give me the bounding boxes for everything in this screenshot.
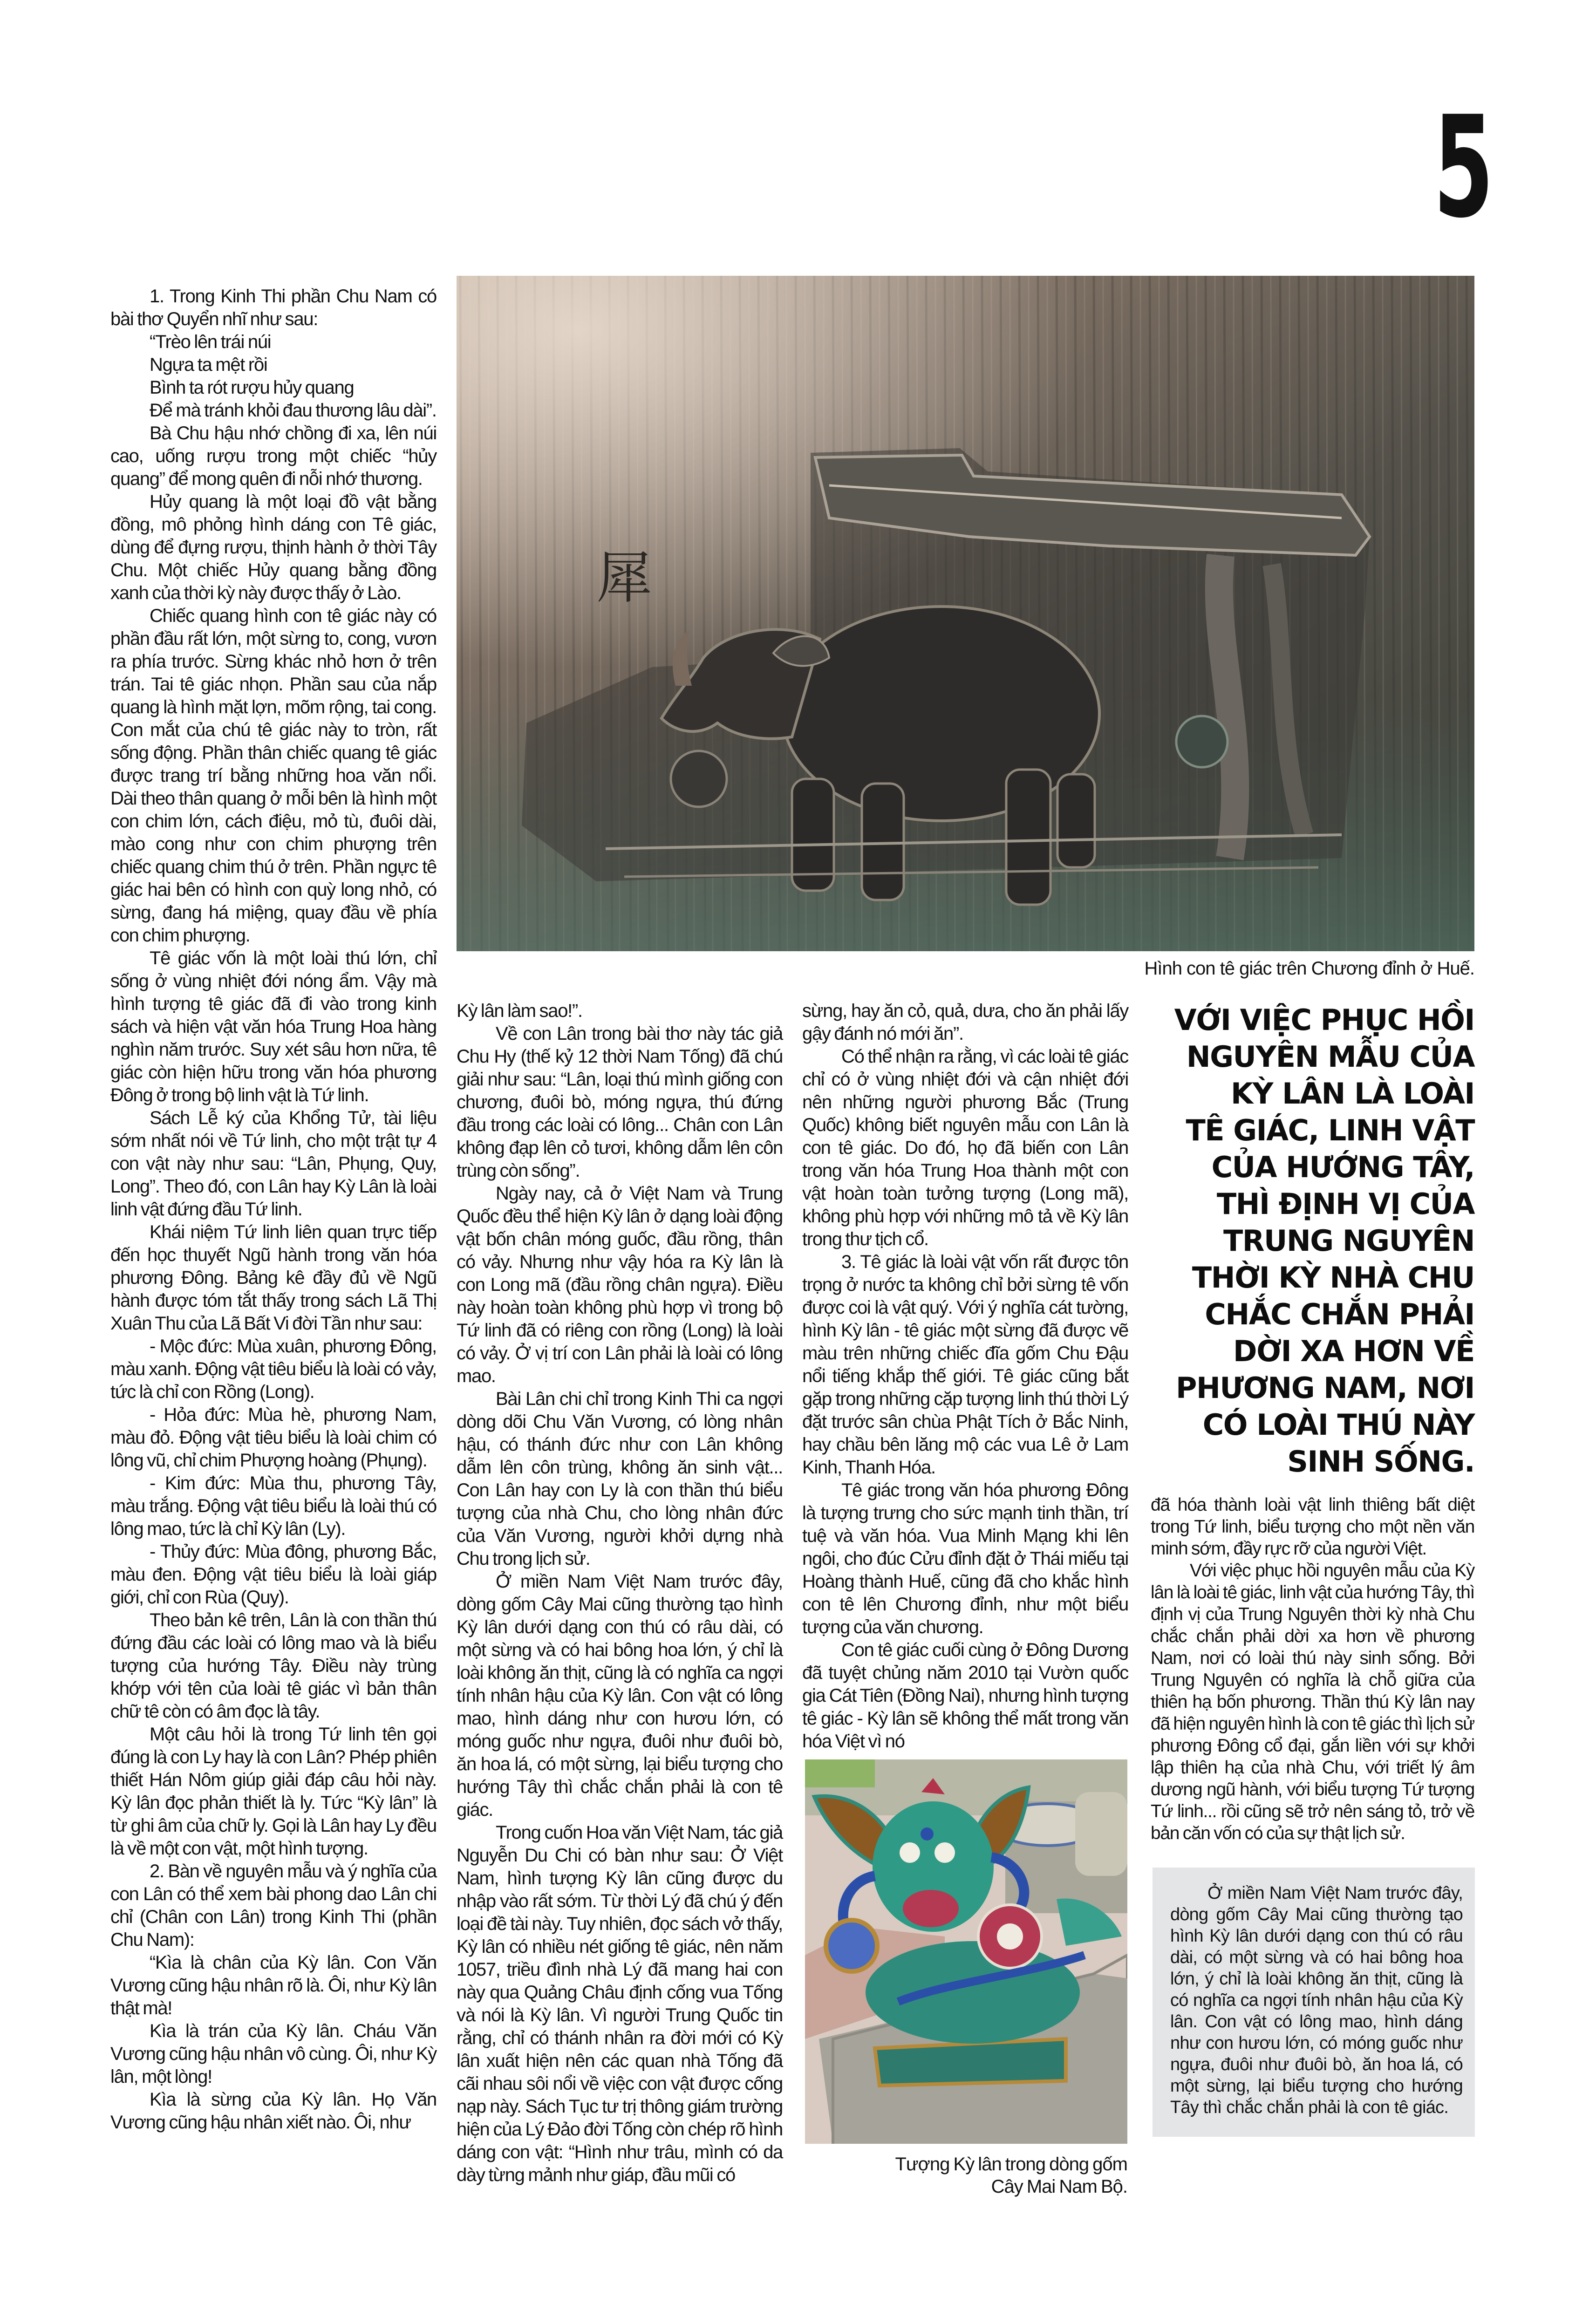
pull-quote-line: VỚI VIỆC PHỤC HỒI xyxy=(1174,1003,1474,1037)
paragraph-group xyxy=(802,1045,1128,1753)
pull-quote-line: TÊ GIÁC, LINH VẬT xyxy=(1186,1113,1474,1147)
pull-quote-line: SINH SỐNG. xyxy=(1287,1445,1474,1479)
paragraph: Con tê giác cuối cùng ở Đông Dương đã tuyệt chủng năm 2010 tại Vườn quốc gia Cát Tiên (Đồng Nai), nhưng hình tượng tê giác - Kỳ lân sẽ không thể mất trong văn hóa Việt vì nó xyxy=(802,1640,1128,1752)
pull-quote-line: CỦA HƯỚNG TÂY, xyxy=(1211,1150,1474,1184)
paragraph-group xyxy=(1151,1560,1474,1844)
inscription-character: 犀 xyxy=(596,546,652,611)
paragraph-continued: đã hóa thành loài vật linh thiêng bất diệt trong Tứ linh, biểu tượng cho một nền văn minh sớm, đầy rực rỡ của người Việt. xyxy=(1151,1495,1474,1559)
poem xyxy=(110,331,437,422)
pull-quote-line: TRUNG NGUYÊN xyxy=(1223,1224,1474,1258)
photo-caption: Hình con tê giác trên Chương đỉnh ở Huế. xyxy=(1144,958,1474,979)
page-number: 5 xyxy=(1433,86,1494,249)
paragraph: Chiếc quang hình con tê giác này có phần đầu rất lớn, một sừng to, cong, vươn ra phía trước. Sừng khác nhỏ hơn ở trên trán. Tai tê giác nhọn. Phần sau của nắp quang là hình mặt lợn, mõm rộng, tai cong. Con mắt của chú tê giác này to tròn, rất sống động. Phần thân chiếc quang tê giác được trang trí bằng những hoa văn nổi. Dài theo thân quang ở mỗi bên là hình một con chim lớn, cách điệu, mỏ tù, đuôi dài, mào cong như con chim phượng trên chiếc quang chim thú ở trên. Phần ngực tê giác hai bên có hình con quỳ long nhỏ, có sừng, đang há miệng, quay đầu về phía con chim phượng. xyxy=(110,606,437,946)
photo-rhinoceros-relief xyxy=(457,276,1474,951)
paragraph-group xyxy=(457,1023,783,2187)
column-4-stack xyxy=(1137,1002,1474,2137)
paragraph: Sách Lễ ký của Khổng Tử, tài liệu sớm nhất nói về Tứ linh, cho một trật tự 4 con vật này như sau: “Lân, Phụng, Quy, Long”. Theo đó, con Lân hay Kỳ Lân là loài linh vật đứng đầu Tứ linh. xyxy=(110,1108,437,1220)
article-column-1 xyxy=(110,285,437,2134)
paragraph: 2. Bàn về nguyên mẫu và ý nghĩa của con Lân có thể xem bài phong dao Lân chi chỉ (Chân con Lân) trong Kinh Thi (phần Chu Nam): xyxy=(110,1861,437,1950)
paragraph: - Mộc đức: Mùa xuân, phương Đông, màu xanh. Động vật tiêu biểu là loài có vảy, tức là chỉ con Rồng (Long). xyxy=(110,1336,437,1402)
poem-line: “Trèo lên trái núi xyxy=(150,332,271,352)
article-column-4 xyxy=(1151,1494,1474,1844)
poem-line: Ngựa ta mệt rồi xyxy=(150,354,267,375)
paragraph: - Kim đức: Mùa thu, phương Tây, màu trắng. Động vật tiêu biểu là loài thú có lông mao, tức là chỉ Kỳ lân (Ly). xyxy=(110,1473,437,1539)
paragraph: Bài Lân chi chỉ trong Kinh Thi ca ngợi dòng dõi Chu Văn Vương, có lòng nhân hậu, có thánh đức như con Lân không dẫm lên côn trùng, không ăn sinh vật... Con Lân hay con Ly là con thần thú biểu tượng của nhà Chu, cho lòng nhân đức của Văn Vương, người khởi dựng nhà Chu trong lịch sử. xyxy=(457,1389,783,1569)
pull-quote-line: CÓ LOÀI THÚ NÀY xyxy=(1202,1408,1474,1442)
paragraph: 1. Trong Kinh Thi phần Chu Nam có bài thơ Quyển nhĩ như sau: xyxy=(110,286,437,329)
pull-quote-line: KỲ LÂN LÀ LOÀI xyxy=(1231,1077,1474,1111)
paragraph: Theo bản kê trên, Lân là con thần thú đứng đầu các loài có lông mao và là biểu tượng của hướng Tây. Điều này trùng khớp với tên của loài tê giác vì bản thân chữ tê còn có âm đọc là tây. xyxy=(110,1610,437,1722)
article-column-3 xyxy=(802,1000,1128,2198)
poem-line: Bình ta rót rượu hủy quang xyxy=(150,377,354,398)
paragraph-group xyxy=(110,422,437,2134)
article-column-2 xyxy=(457,1000,783,2187)
paragraph: - Hỏa đức: Mùa hè, phương Nam, màu đỏ. Động vật tiêu biểu là loài chim có lông vũ, chỉ chim Phượng hoàng (Phụng). xyxy=(110,1404,437,1471)
poem-line: Để mà tránh khỏi đau thương lâu dài”. xyxy=(150,400,437,421)
paragraph: Tê giác vốn là một loài thú lớn, chỉ sống ở vùng nhiệt đới nóng ẩm. Vậy mà hình tượng tê giác đã đi vào trong kinh sách và hiện vật văn hóa Trung Hoa hàng nghìn năm trước. Suy xét sâu hơn nữa, tê giác còn hiện hữu trong văn hóa phương Đông ở trong bộ linh vật là Tứ linh. xyxy=(110,948,437,1105)
caption-line: Cây Mai Nam Bộ. xyxy=(991,2176,1127,2197)
pull-quote xyxy=(1137,1002,1474,1480)
pull-quote-line: NGUYÊN MẪU CỦA xyxy=(1186,1040,1474,1074)
paragraph: Với việc phục hồi nguyên mẫu của Kỳ lân là loài tê giác, linh vật của hướng Tây, thì định vị của Trung Nguyên thời kỳ nhà Chu chắc chắn phải dời xa hơn về phương Nam, nơi có loài thú này sinh sống. Bởi Trung Nguyên có nghĩa là chỗ giữa của thiên hạ bốn phương. Thần thú Kỳ lân nay đã hiện nguyên hình là con tê giác thì lịch sử phương Đông cổ đại, gắn liền với sự khởi lập thiên hạ của nhà Chu, với triết lý âm dương ngũ hành, với biểu tượng Tứ tượng Tứ linh... rồi cũng sẽ trở nên sáng tỏ, trở về bản căn vốn có của sự thật lịch sử. xyxy=(1151,1561,1474,1843)
paragraph: Bà Chu hậu nhớ chồng đi xa, lên núi cao, uống rượu trong một chiếc “hủy quang” để mong quên đi nỗi nhớ thương. xyxy=(110,423,437,489)
paragraph: Tê giác trong văn hóa phương Đông là tượng trưng cho sức mạnh tinh thần, trí tuệ và văn hóa. Vua Minh Mạng khi lên ngôi, cho đúc Cửu đỉnh đặt ở Thái miếu tại Hoàng thành Huế, cũng đã cho khắc hình con tê lên Chương đỉnh, như một biểu tượng của văn chương. xyxy=(802,1480,1128,1637)
paragraph: - Thủy đức: Mùa đông, phương Bắc, màu đen. Động vật tiêu biểu là loài giáp giới, chỉ con Rùa (Quy). xyxy=(110,1541,437,1608)
paragraph: Về con Lân trong bài thơ này tác giả Chu Hy (thế kỷ 12 thời Nam Tống) đã chú giải như sau: “Lân, loại thú mình giống con chương, đuôi bò, móng ngựa, thú đứng đầu trong các loài có lông... Chân con Lân không đạp lên cỏ tươi, không dẫm lên côn trùng còn sống”. xyxy=(457,1023,783,1181)
paragraph: Kìa là sừng của Kỳ lân. Họ Văn Vương cũng hậu nhân xiết nào. Ôi, như xyxy=(110,2089,437,2133)
pull-quote-line: THỜI KỲ NHÀ CHU xyxy=(1192,1261,1474,1295)
paragraph-continued: Kỳ lân làm sao!”. xyxy=(457,1001,582,1021)
caption-line: Tượng Kỳ lân trong dòng gốm xyxy=(895,2154,1127,2175)
pull-quote-line: PHƯƠNG NAM, NƠI xyxy=(1176,1371,1474,1405)
paragraph: 3. Tê giác là loài vật vốn rất được tôn trọng ở nước ta không chỉ bởi sừng tê vốn được coi là vật quý. Với ý nghĩa cát tường, hình Kỳ lân - tê giác một sừng đã được vẽ màu trên những chiếc đĩa gốm Chu Đậu nổi tiếng khắp thế giới. Tê giác cũng bắt gặp trong những cặp tượng linh thú thời Lý đặt trước sân chùa Phật Tích ở Bắc Ninh, hay chầu bên lăng mộ các vua Lê ở Lam Kinh, Thanh Hóa. xyxy=(802,1252,1128,1478)
paragraph: Một câu hỏi là trong Tứ linh tên gọi đúng là con Ly hay là con Lân? Phép phiên thiết Hán Nôm giúp giải đáp câu hỏi này. Kỳ lân đọc phản thiết là ly. Tức “Kỳ lân” là từ ghi âm của chữ ly. Gọi là Lân hay Ly đều là về một con vật, một hình tượng. xyxy=(110,1724,437,1859)
photo-caption-2 xyxy=(802,2153,1127,2198)
sidebar-text: Ở miền Nam Việt Nam trước đây, dòng gốm Cây Mai cũng thường tạo hình Kỳ lân dưới dạng con thú có râu dài, có một sừng và có hai bông hoa lớn, ý chỉ là loài không ăn thịt, cũng là có nghĩa ca ngợi tính nhân hậu của Kỳ lân. Con vật có lông mao, hình dáng như con hươu lớn, có móng guốc như ngựa, đuôi như đuôi bò, ăn hoa lá, có một sừng, lại biểu tượng cho hướng Tây thì chắc chắn phải là con tê giác. xyxy=(1170,1883,1463,2117)
paragraph: Ở miền Nam Việt Nam trước đây, dòng gốm Cây Mai cũng thường tạo hình Kỳ lân dưới dạng con thú có râu dài, có một sừng và có hai bông hoa lớn, ý chỉ là loài không ăn thịt, cũng là có nghĩa ca ngợi tính nhân hậu của Kỳ lân. Con vật có lông mao, hình dáng như con hươu lớn, có móng guốc như ngựa, đuôi như đuôi bò, ăn hoa lá, có một sừng, lại biểu tượng cho hướng Tây thì chắc chắn phải là con tê giác. xyxy=(457,1571,783,1820)
pull-quote-line: DỜI XA HƠN VỀ xyxy=(1233,1334,1474,1368)
paragraph: “Kìa là chân của Kỳ lân. Con Văn Vương cũng hậu nhân rõ là. Ôi, như Kỳ lân thật mà! xyxy=(110,1952,437,2018)
paragraph: Khái niệm Tứ linh liên quan trực tiếp đến học thuyết Ngũ hành trong văn hóa phương Đông. Bảng kê đầy đủ về Ngũ hành được tóm tắt thấy trong sách Lã Thị Xuân Thu của Lã Bất Vi đời Tần như sau: xyxy=(110,1222,437,1334)
paragraph: Hủy quang là một loại đồ vật bằng đồng, mô phỏng hình dáng con Tê giác, dùng để đựng rượu, thịnh hành ở thời Tây Chu. Một chiếc Hủy quang bằng đồng xanh của thời kỳ này được thấy ở Lào. xyxy=(110,491,437,603)
paragraph: Ngày nay, cả ở Việt Nam và Trung Quốc đều thể hiện Kỳ lân ở dạng loài động vật bốn chân móng guốc, đầu rồng, thân có vảy. Nhưng như vậy hóa ra Kỳ lân là con Long mã (đầu rồng chân ngựa). Điều này hoàn toàn không phù hợp vì trong bộ Tứ linh đã có riêng con rồng (Long) là loài có vảy. Ở vị trí con Lân phải là loài có lông mao. xyxy=(457,1183,783,1386)
photo-ky-lan-statue xyxy=(805,1759,1127,2144)
pull-quote-line: THÌ ĐỊNH VỊ CỦA xyxy=(1216,1187,1474,1221)
sidebar-box xyxy=(1153,1868,1475,2137)
paragraph: Trong cuốn Hoa văn Việt Nam, tác giả Nguyễn Du Chi có bàn như sau: Ở Việt Nam, hình tượng Kỳ lân cũng được du nhập vào rất sớm. Từ thời Lý đã chú ý đến loại đề tài này. Tuy nhiên, đọc sách vở thấy, Kỳ lân có nhiều nét giống tê giác, nên năm 1057, triều đình nhà Lý đã mang hai con này qua Quảng Châu định cống vua Tống và nói là Kỳ lân. Vì người Trung Quốc tin rằng, chỉ có thánh nhân ra đời mới có Kỳ lân xuất hiện nên các quan nhà Tống đã cãi nhau sôi nổi về việc con vật được cống nạp này. Sách Tục tư trị thông giám trường hiện của Lý Đảo đời Tống còn chép rõ hình dáng con vật: “Hình như trâu, mình có da dày từng mảnh như giáp, đầu mũi có xyxy=(457,1822,783,2185)
paragraph: Kìa là trán của Kỳ lân. Cháu Văn Vương cũng hậu nhân vô cùng. Ôi, như Kỳ lân, một lòng! xyxy=(110,2021,437,2087)
paragraph: Có thể nhận ra rằng, vì các loài tê giác chỉ có ở vùng nhiệt đới và cận nhiệt đới nên những người phương Bắc (Trung Quốc) không biết nguyên mẫu con Lân là con tê giác. Do đó, họ đã biến con Lân trong văn hóa Trung Hoa thành một con vật hoàn toàn tưởng tượng (Long mã), không phù hợp với những mô tả về Kỳ lân trong thư tịch cổ. xyxy=(802,1046,1128,1249)
paragraph-continued: sừng, hay ăn cỏ, quả, dưa, cho ăn phải lấy gậy đánh nó mới ăn”. xyxy=(802,1001,1128,1044)
pull-quote-line: CHẮC CHẮN PHẢI xyxy=(1205,1297,1474,1331)
